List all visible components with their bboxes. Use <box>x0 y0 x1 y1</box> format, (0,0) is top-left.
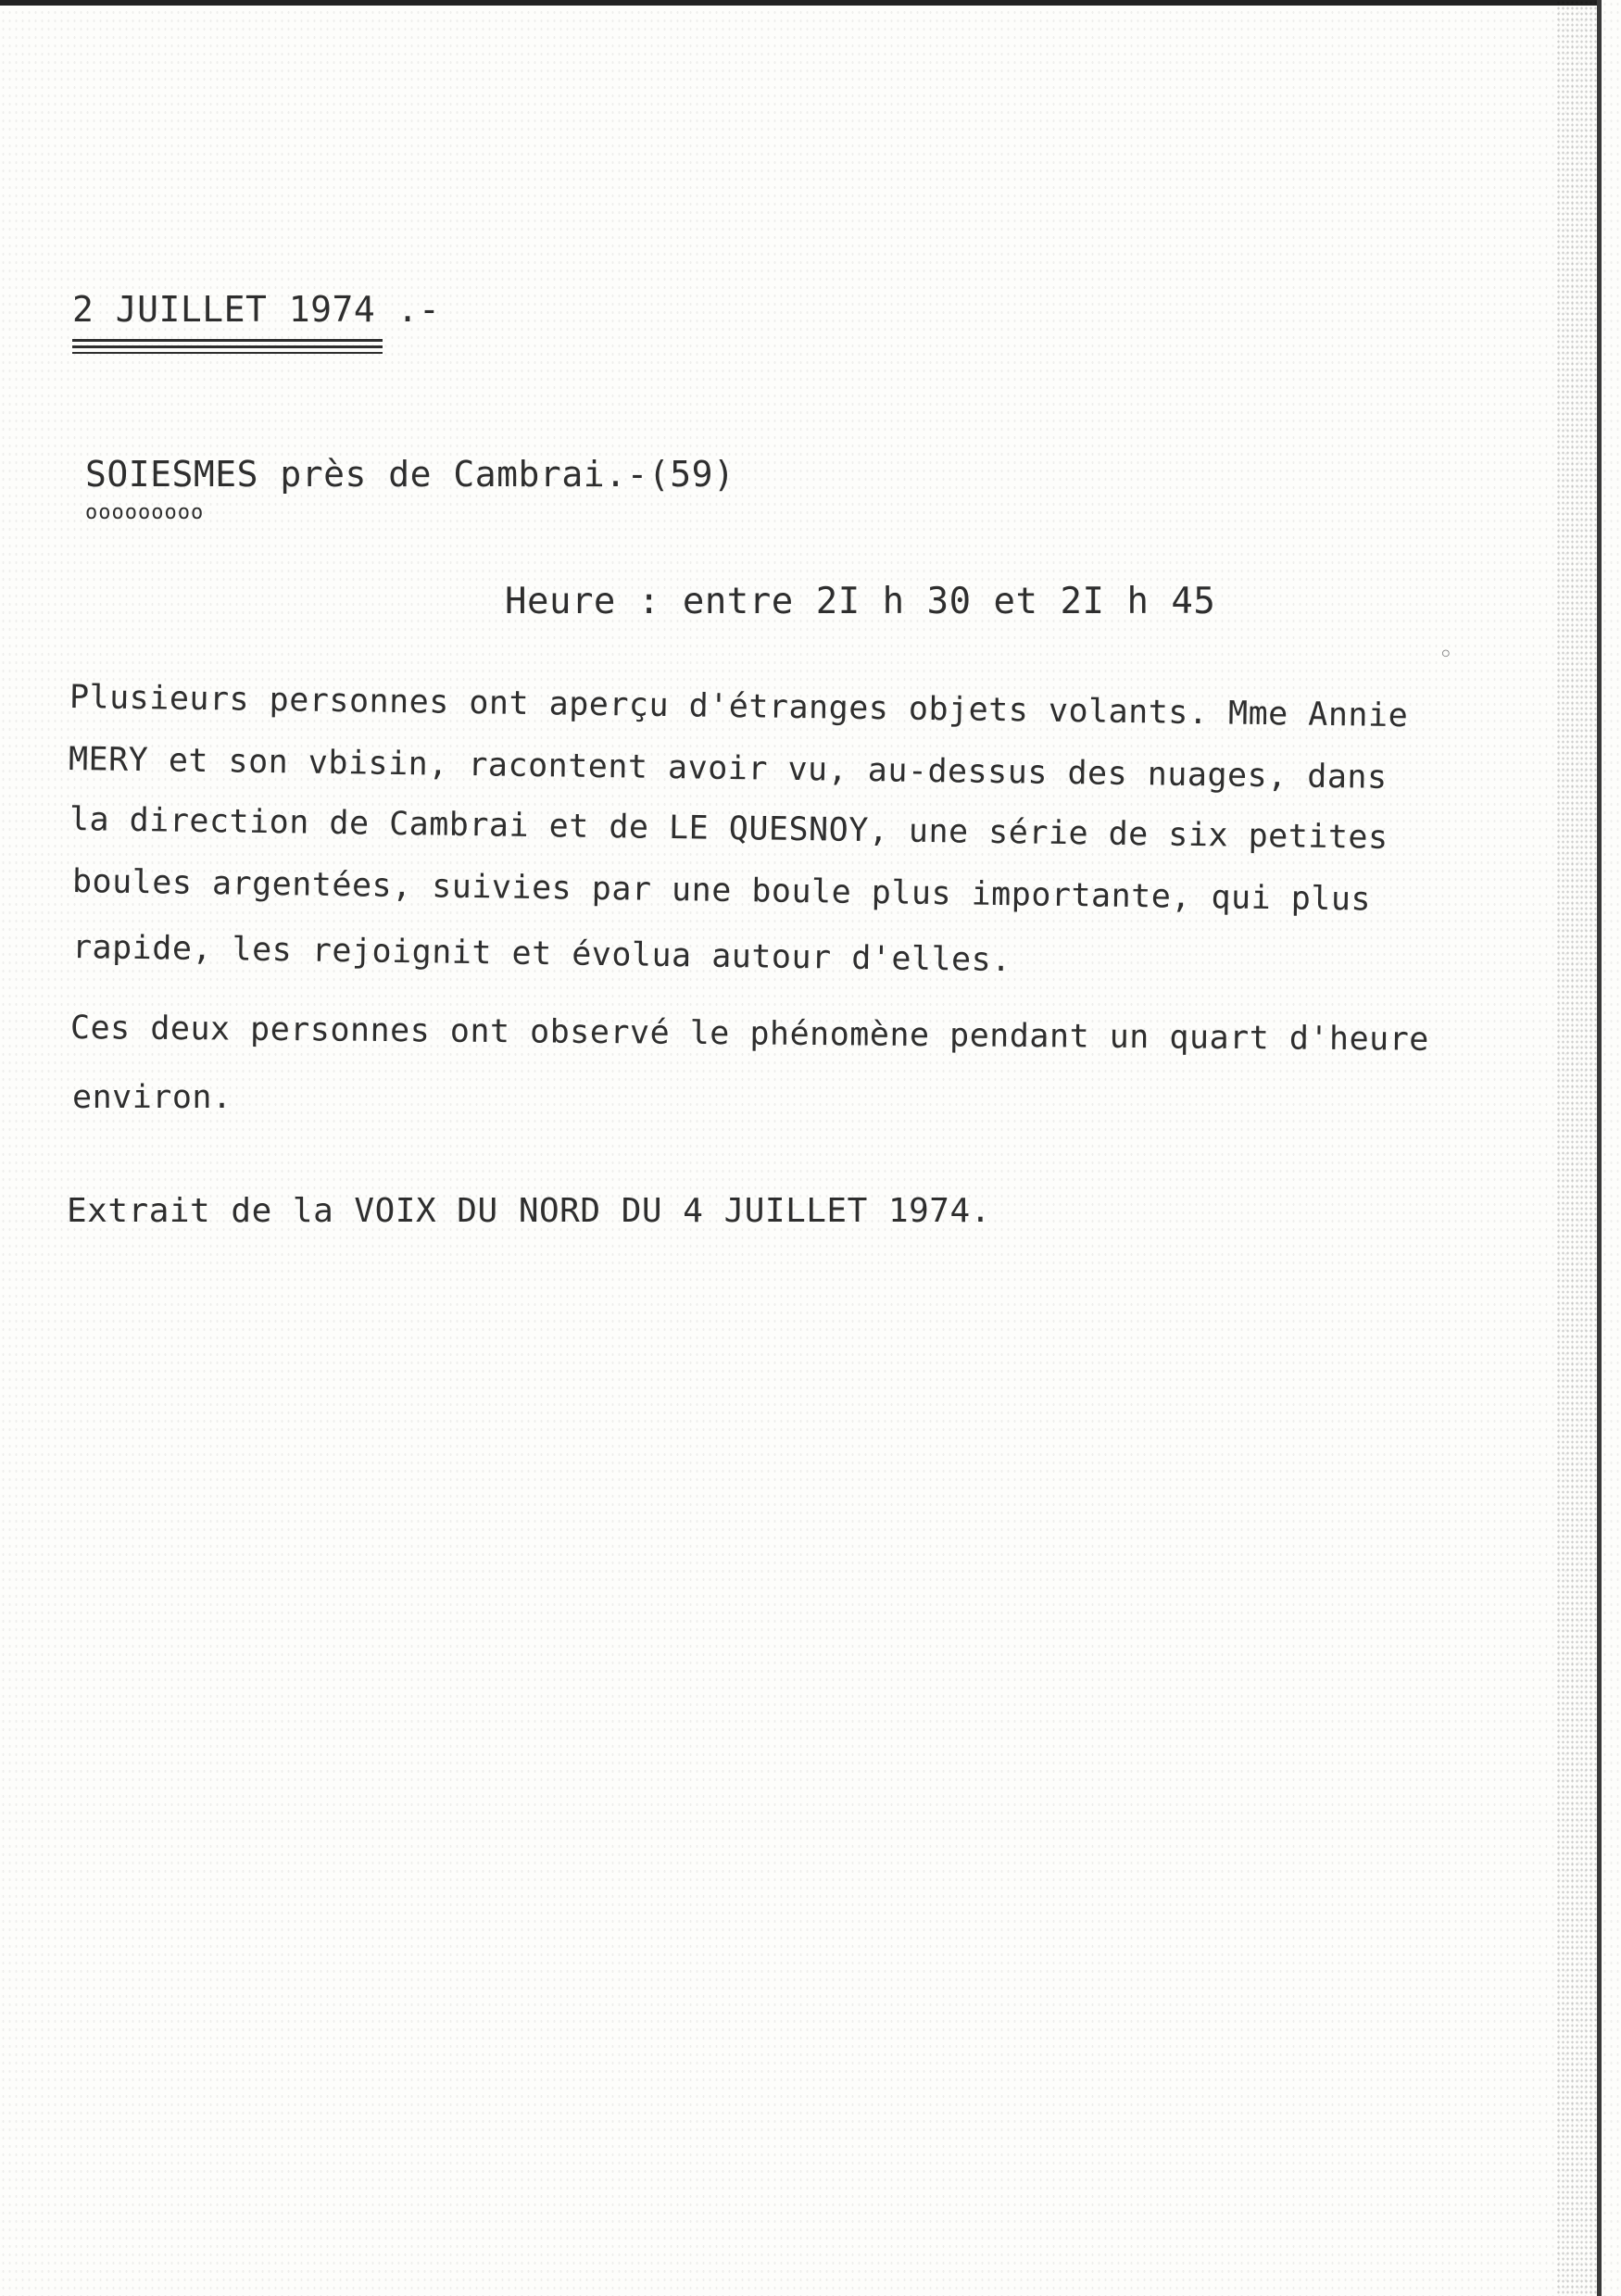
date-underline-middle <box>72 345 383 348</box>
source-citation: Extrait de la VOIX DU NORD DU 4 JUILLET 1974. <box>67 1192 991 1230</box>
location-heading: SOIESMES près de Cambrai.-(59) <box>85 454 735 495</box>
top-border-line <box>0 0 1601 6</box>
body-line: la direction de Cambrai et de LE QUESNOY, une série de six petites <box>69 801 1389 857</box>
date-underline-bottom <box>72 352 383 354</box>
body-line: environ. <box>72 1079 232 1116</box>
body-line: Plusieurs personnes ont aperçu d'étranges objets volants. Mme Annie <box>69 679 1409 735</box>
right-edge-shadow <box>1556 0 1597 2296</box>
body-line: boules argentées, suivies par une boule plus importante, qui plus <box>71 863 1372 919</box>
location-underline-decoration: ooooooooo <box>85 501 205 524</box>
body-line: MERY et son vbisin, racontent avoir vu, au-dessus des nuages, dans <box>68 741 1388 797</box>
date-heading: 2 JUILLET 1974 .- <box>72 289 441 330</box>
date-underline-top <box>72 339 383 342</box>
time-line: Heure : entre 2I h 30 et 2I h 45 <box>505 581 1216 622</box>
body-line: rapide, les rejoignit et évolua autour d'elles. <box>71 929 1012 980</box>
right-border-line <box>1597 0 1602 2296</box>
stray-ink-mark: ◦ <box>1439 641 1453 669</box>
body-line: Ces deux personnes ont observé le phénomène pendant un quart d'heure <box>69 1010 1430 1059</box>
